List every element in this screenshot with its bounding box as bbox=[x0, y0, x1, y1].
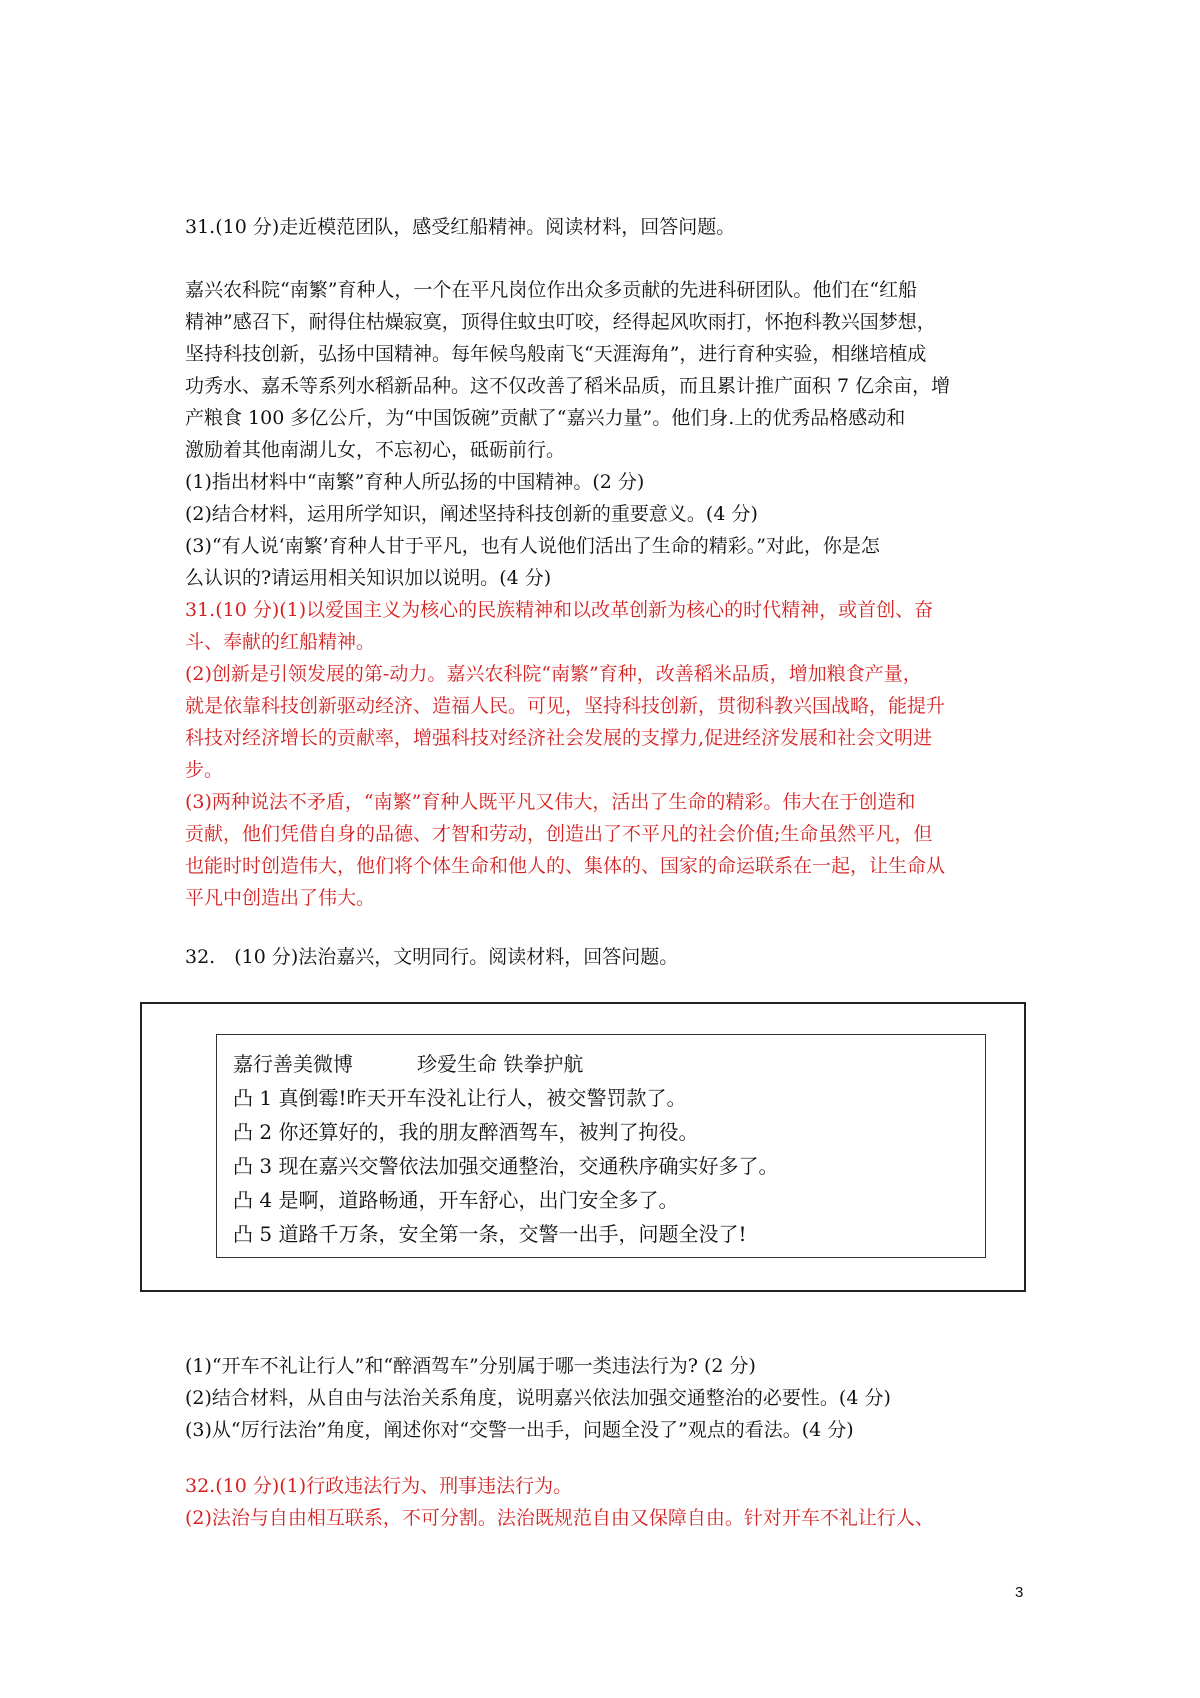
question-line: (3)从“厉行法治”角度，阐述你对“交警一出手，问题全没了”观点的看法。(4 分) bbox=[185, 1419, 854, 1441]
weibo-box bbox=[216, 1034, 986, 1258]
question-line: (2)结合材料，运用所学知识，阐述坚持科技创新的重要意义。(4 分) bbox=[185, 503, 758, 525]
question-31-title: 31.(10 分)走近模范团队，感受红船精神。阅读材料，回答问题。 bbox=[185, 216, 736, 238]
question-line: (2)结合材料，从自由与法治关系角度，说明嘉兴依法加强交通整治的必要性。(4 分) bbox=[185, 1387, 891, 1409]
answer-line: 贡献，他们凭借自身的品德、才智和劳动，创造出了不平凡的社会价值;生命虽然平凡，但 bbox=[185, 823, 933, 845]
answer-line: 步。 bbox=[185, 759, 224, 781]
weibo-account: 嘉行善美微博 bbox=[233, 1052, 353, 1076]
answer-line: 平凡中创造出了伟大。 bbox=[185, 887, 376, 909]
material-line: 精神”感召下，耐得住枯燥寂寞，顶得住蚊虫叮咬，经得起风吹雨打，怀抱科教兴国梦想， bbox=[185, 311, 936, 333]
material-line: 嘉兴农科院“南繁”育种人，一个在平凡岗位作出众多贡献的先进科研团队。他们在“红船 bbox=[185, 279, 918, 301]
material-line: 功秀水、嘉禾等系列水稻新品种。这不仅改善了稻米品质，而且累计推广面积 7 亿余亩，增 bbox=[185, 375, 951, 397]
weibo-header bbox=[233, 1047, 969, 1081]
answer-line: 31.(10 分)(1)以爱国主义为核心的民族精神和以改革创新为核心的时代精神，或首创、奋 bbox=[185, 599, 934, 621]
material-line: 坚持科技创新，弘扬中国精神。每年候鸟般南飞“天涯海角”，进行育种实验，相继培植成 bbox=[185, 343, 927, 365]
question-32-title: 32. (10 分)法治嘉兴，文明同行。阅读材料，回答问题。 bbox=[185, 946, 679, 968]
answer-line: 斗、奉献的红船精神。 bbox=[185, 631, 376, 653]
question-line: (1)指出材料中“南繁”育种人所弘扬的中国精神。(2 分) bbox=[185, 471, 645, 493]
page-number: 3 bbox=[1015, 1584, 1024, 1601]
material-line: 产粮食 100 多亿公斤，为“中国饭碗”贡献了“嘉兴力量”。他们身.上的优秀品格感动和 bbox=[185, 407, 906, 429]
weibo-post: 凸 1 真倒霉!昨天开车没礼让行人，被交警罚款了。 bbox=[233, 1086, 687, 1110]
answer-line: 科技对经济增长的贡献率，增强科技对经济社会发展的支撑力,促进经济发展和社会文明进 bbox=[185, 727, 933, 749]
answer-line: 32.(10 分)(1)行政违法行为、刑事违法行为。 bbox=[185, 1475, 573, 1497]
answer-line: 就是依靠科技创新驱动经济、造福人民。可见，坚持科技创新，贯彻科教兴国战略，能提升 bbox=[185, 695, 946, 717]
question-line: (1)“开车不礼让行人”和“醉酒驾车”分别属于哪一类违法行为? (2 分) bbox=[185, 1355, 756, 1377]
material-line: 激励着其他南湖儿女，不忘初心，砥砺前行。 bbox=[185, 439, 566, 461]
question-line: 么认识的?请运用相关知识加以说明。(4 分) bbox=[185, 567, 552, 589]
answer-line: (3)两种说法不矛盾，“南繁”育种人既平凡又伟大，活出了生命的精彩。伟大在于创造和 bbox=[185, 791, 916, 813]
question-32-answers bbox=[185, 1470, 1030, 1534]
answer-line: (2)法治与自由相互联系，不可分割。法治既规范自由又保障自由。针对开车不礼让行人、 bbox=[185, 1507, 934, 1529]
material-frame bbox=[140, 1002, 1026, 1292]
weibo-slogan: 珍爱生命 铁拳护航 bbox=[417, 1052, 584, 1076]
weibo-post: 凸 4 是啊，道路畅通，开车舒心，出门安全多了。 bbox=[233, 1188, 679, 1212]
weibo-post: 凸 3 现在嘉兴交警依法加强交通整治，交通秩序确实好多了。 bbox=[233, 1154, 779, 1178]
question-line: (3)“有人说‘南繁’育种人甘于平凡，也有人说他们活出了生命的精彩。”对此，你是怎 bbox=[185, 535, 880, 557]
question-31-material bbox=[185, 274, 1030, 914]
question-32-subquestions bbox=[185, 1350, 1030, 1446]
weibo-post: 凸 2 你还算好的，我的朋友醉酒驾车，被判了拘役。 bbox=[233, 1120, 699, 1144]
weibo-post: 凸 5 道路千万条，安全第一条，交警一出手，问题全没了! bbox=[233, 1222, 747, 1246]
answer-line: (2)创新是引领发展的第-动力。嘉兴农科院“南繁”育种，改善稻米品质，增加粮食产量， bbox=[185, 663, 922, 685]
answer-line: 也能时时创造伟大，他们将个体生命和他人的、集体的、国家的命运联系在一起，让生命从 bbox=[185, 855, 946, 877]
